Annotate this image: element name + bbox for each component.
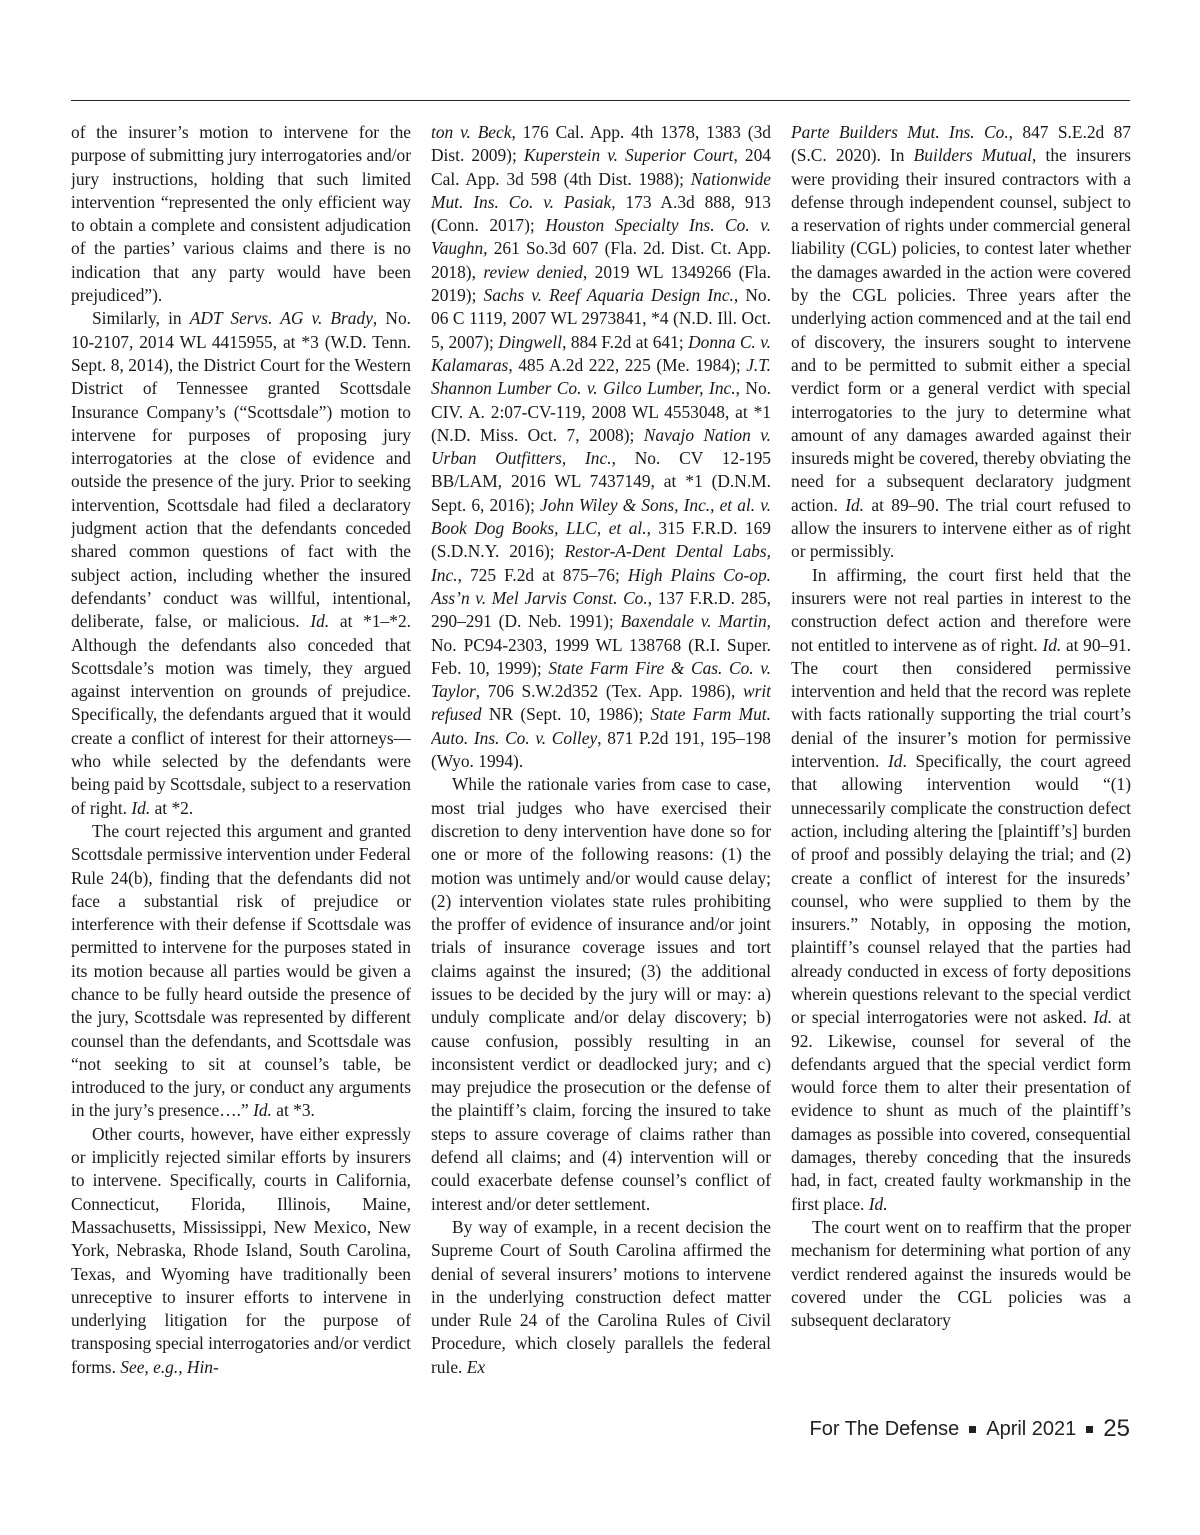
paragraph: In affirming, the court first held that the insurers were not real parties in interest to the construction defect action and therefore were not entitled to intervene as of right. Id. at 90–91. The court then considered permissive intervention and held that the record was replete with facts rationally supporting the trial court’s denial of the insurer’s motion for permissive intervention. Id. Specifically, the court agreed that allowing intervention would “(1) unnecessarily complicate the construction defect action, including altering the [plaintiff’s] burden of proof and possibly delaying the trial; and (2) create a conflict of interest for the insureds’ counsel, who were supplied to them by the insurers.” Notably, in opposing the motion, plaintiff’s counsel relayed that the parties had already conducted in excess of forty depositions wherein questions relevant to the special verdict or special interrogatories were not asked. Id. at 92. Likewise, counsel for several of the defendants argued that the special verdict form would force them to alter their presentation of evidence to shunt as much of the plaintiff’s damages as possible into covered, consequential damages, thereby conceding that the insureds had, in fact, created faulty workmanship in the first place. Id. bbox=[791, 564, 1131, 1214]
paragraph: ton v. Beck, 176 Cal. App. 4th 1378, 1383 (3d Dist. 2009); Kuperstein v. Superior Court, 204 Cal. App. 3d 598 (4th Dist. 1988); Nationwide Mut. Ins. Co. v. Pasiak, 173 A.3d 888, 913 (Conn. 2017); Houston Specialty Ins. Co. v. Vaughn, 261 So.3d 607 (Fla. 2d. Dist. Ct. App. 2018), review denied, 2019 WL 1349266 (Fla. 2019); Sachs v. Reef Aquaria Design Inc., No. 06 C 1119, 2007 WL 2973841, *4 (N.D. Ill. Oct. 5, 2007); Dingwell, 884 F.2d at 641; Donna C. v. Kalamaras, 485 A.2d 222, 225 (Me. 1984); J.T. Shannon Lumber Co. v. Gilco Lumber, Inc., No. CIV. A. 2:07-CV-119, 2008 WL 4553048, at *1 (N.D. Miss. Oct. 7, 2008); Navajo Nation v. Urban Outfitters, Inc., No. CV 12-195 BB/LAM, 2016 WL 7437149, at *1 (D.N.M. Sept. 6, 2016); John Wiley & Sons, Inc., et al. v. Book Dog Books, LLC, et al., 315 F.R.D. 169 (S.D.N.Y. 2016); Restor-A-Dent Dental Labs, Inc., 725 F.2d at 875–76; High Plains Co-op. Ass’n v. Mel Jarvis Const. Co., 137 F.R.D. 285, 290–291 (D. Neb. 1991); Baxendale v. Martin, No. PC94-2303, 1999 WL 138768 (R.I. Super. Feb. 10, 1999); State Farm Fire & Cas. Co. v. Taylor, 706 S.W.2d352 (Tex. App. 1986), writ refused NR (Sept. 10, 1986); State Farm Mut. Auto. Ins. Co. v. Colley, 871 P.2d 191, 195–198 (Wyo. 1994). bbox=[431, 122, 771, 772]
column-1 bbox=[71, 121, 411, 1451]
paragraph: Other courts, however, have either expressly or implicitly rejected similar efforts by insurers to intervene. Specifically, courts in California, Connecticut, Florida, Illinois, Maine, Massachusetts, Mississippi, New Mexico, New York, Nebraska, Rhode Island, South Carolina, Texas, and Wyoming have traditionally been unreceptive to insurer efforts to intervene in underlying litigation for the purpose of transposing special interrogatories and/or verdict forms. See, e.g., Hin- bbox=[71, 1123, 411, 1377]
paragraph: The court went on to reaffirm that the proper mechanism for determining what portion of any verdict rendered against the insureds would be covered under the CGL policies was a subsequent declaratory bbox=[791, 1216, 1131, 1331]
bullet-square-icon bbox=[1086, 1426, 1093, 1433]
paragraph: By way of example, in a recent decision the Supreme Court of South Carolina affirmed the denial of several insurers’ motions to intervene in the underlying construction defect matter under Rule 24 of the Carolina Rules of Civil Procedure, which closely parallels the federal rule. Ex bbox=[431, 1216, 771, 1377]
paragraph: Parte Builders Mut. Ins. Co., 847 S.E.2d 87 (S.C. 2020). In Builders Mutual, the insurers were providing their insured contractors with a defense through independent counsel, subject to a reservation of rights under commercial general liability (CGL) policies, to contest later whether the damages awarded in the action were covered by the CGL policies. Three years after the underlying action commenced and at the tail end of discovery, the insurers sought to intervene and to be permitted to submit either a special verdict form or a general verdict with special interrogatories to the jury to determine what amount of any damages awarded against their insureds might be covered, thereby obviating the need for a subsequent declaratory judgment action. Id. at 89–90. The trial court refused to allow the insurers to intervene either as of right or permissibly. bbox=[791, 122, 1131, 562]
paragraph: Similarly, in ADT Servs. AG v. Brady, No. 10-2107, 2014 WL 4415955, at *3 (W.D. Tenn. Sept. 8, 2014), the District Court for the Western District of Tennessee granted Scottsdale Insurance Company’s (“Scottsdale”) motion to intervene for purposes of proposing jury interrogatories at the close of evidence and outside the presence of the jury. Prior to seeking intervention, Scottsdale had filed a declaratory judgment action that the defendants conceded shared common questions of fact with the subject action, including whether the insured defendants’ conduct was willful, intentional, deliberate, false, or malicious. Id. at *1–*2. Although the defendants also conceded that Scottsdale’s motion was timely, they argued against intervention on grounds of prejudice. Specifically, the defendants argued that it would create a conflict of interest for their attorneys—who while selected by the defendants were being paid by Scottsdale, subject to a reservation of right. Id. at *2. bbox=[71, 308, 411, 818]
paragraph: While the rationale varies from case to case, most trial judges who have exercised their discretion to deny intervention have done so for one or more of the following reasons: (1) the motion was untimely and/or would cause delay; (2) intervention violates state rules prohibiting the proffer of evidence of insurance and/or joint trials of insurance coverage issues and tort claims against the insured; (3) the additional issues to be decided by the jury will or may: a) unduly complicate and/or delay discovery; b) cause confusion, possibly resulting in an inconsistent verdict or deadlocked jury; and c) may prejudice the prosecution or the defense of the plaintiff’s claim, forcing the insured to take steps to assure coverage of claims rather than defend all claims; and (4) intervention will or could exacerbate defense counsel’s conflict of interest and/or deter settlement. bbox=[431, 774, 771, 1214]
page-footer bbox=[810, 1414, 1130, 1444]
column-2 bbox=[431, 121, 771, 1451]
issue-date: April 2021 bbox=[986, 1417, 1077, 1440]
paragraph: The court rejected this argument and granted Scottsdale permissive intervention under Federal Rule 24(b), finding that the defendants did not face a substantial risk of prejudice or interference with their defense if Scottsdale was permitted to intervene for the purposes stated in its motion because all parties would be given a chance to be fully heard outside the presence of the jury, Scottsdale was represented by different counsel than the defendants, and Scottsdale was “not seeking to sit at counsel’s table, be introduced to the jury, or conduct any arguments in the jury’s presence….” Id. at *3. bbox=[71, 820, 411, 1121]
column-3 bbox=[791, 121, 1131, 1451]
page-number: 25 bbox=[1103, 1415, 1130, 1442]
publication-name: For The Defense bbox=[809, 1417, 960, 1440]
bullet-square-icon bbox=[969, 1426, 976, 1433]
header-rule bbox=[71, 100, 1130, 101]
paragraph: of the insurer’s motion to intervene for the purpose of submitting jury interrogatories and/or jury instructions, holding that such limited intervention “represented the only efficient way to obtain a complete and consistent adjudication of the parties’ various claims and there is no indication that any party would have been prejudiced”). bbox=[71, 122, 411, 306]
